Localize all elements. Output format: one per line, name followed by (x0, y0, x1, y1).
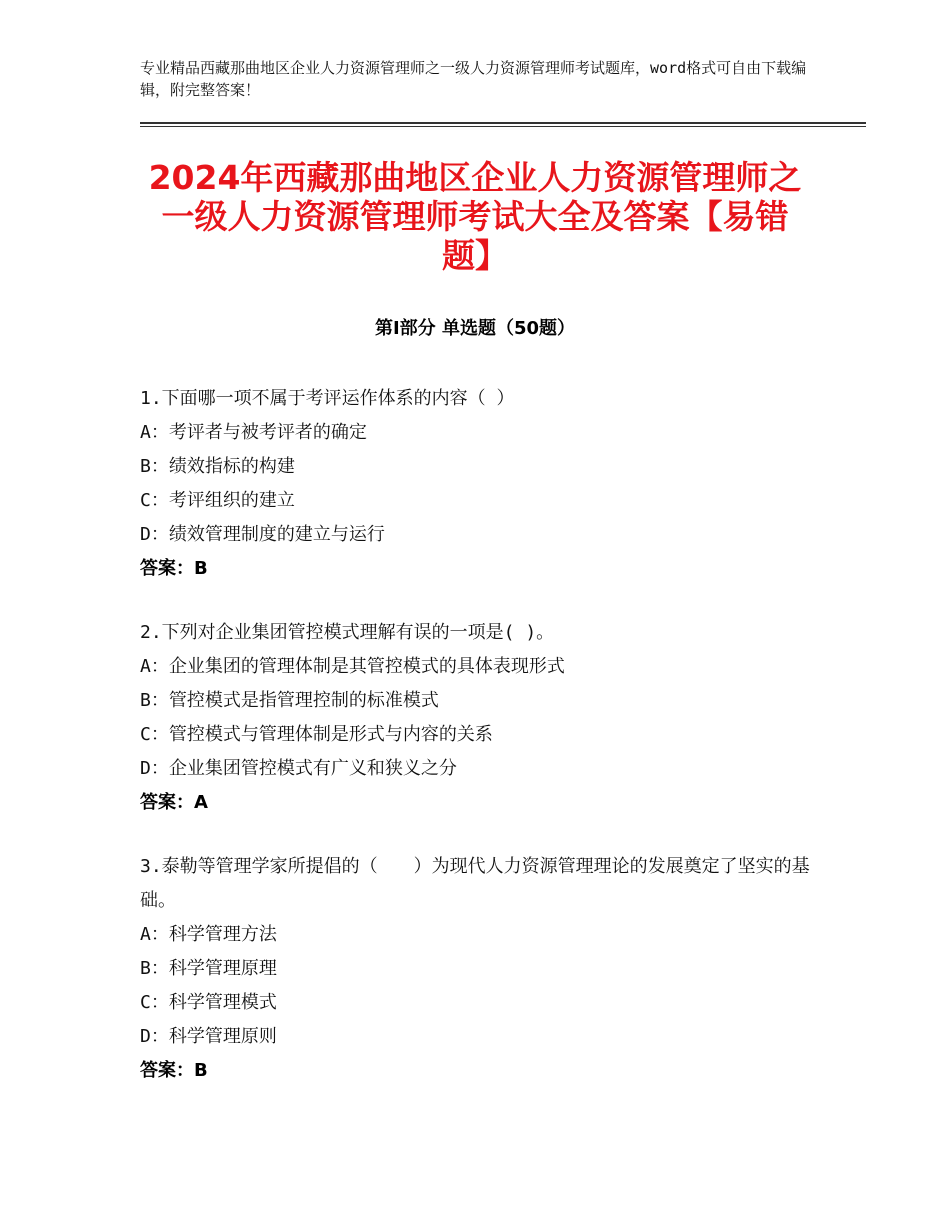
header-note: 专业精品西藏那曲地区企业人力资源管理师之一级人力资源管理师考试题库，word格式可自由下载编辑，附完整答案！ (140, 59, 807, 99)
section-title: 第Ⅰ部分 单选题（50题） (374, 318, 575, 339)
option-b: B：管控模式是指管理控制的标准模式 (140, 690, 439, 711)
header-divider-thin (140, 126, 866, 127)
option-c: C：考评组织的建立 (140, 490, 295, 511)
header-divider-thick (140, 122, 866, 124)
option-d: D：绩效管理制度的建立与运行 (140, 524, 385, 545)
question-2 (140, 616, 820, 820)
option-d: D：科学管理原则 (140, 1026, 277, 1047)
question-text: 3.泰勒等管理学家所提倡的（ ）为现代人力资源管理理论的发展奠定了坚实的基础。 (140, 856, 810, 911)
question-list (140, 382, 820, 1118)
option-a: A：企业集团的管理体制是其管控模式的具体表现形式 (140, 656, 565, 677)
option-c: C：科学管理模式 (140, 992, 277, 1013)
question-3 (140, 850, 820, 1088)
question-text: 1.下面哪一项不属于考评运作体系的内容（ ） (140, 388, 515, 409)
answer-line: 答案：B (140, 558, 208, 579)
option-b: B：科学管理原理 (140, 958, 277, 979)
answer-line: 答案：B (140, 1060, 208, 1081)
question-text: 2.下列对企业集团管控模式理解有误的一项是( )。 (140, 622, 555, 643)
question-1 (140, 382, 820, 586)
option-a: A：考评者与被考评者的确定 (140, 422, 367, 443)
option-d: D：企业集团管控模式有广义和狭义之分 (140, 758, 457, 779)
option-a: A：科学管理方法 (140, 924, 277, 945)
option-c: C：管控模式与管理体制是形式与内容的关系 (140, 724, 493, 745)
option-b: B：绩效指标的构建 (140, 456, 295, 477)
answer-line: 答案：A (140, 792, 208, 813)
document-title: 2024年西藏那曲地区企业人力资源管理师之一级人力资源管理师考试大全及答案【易错题】 (148, 158, 802, 275)
